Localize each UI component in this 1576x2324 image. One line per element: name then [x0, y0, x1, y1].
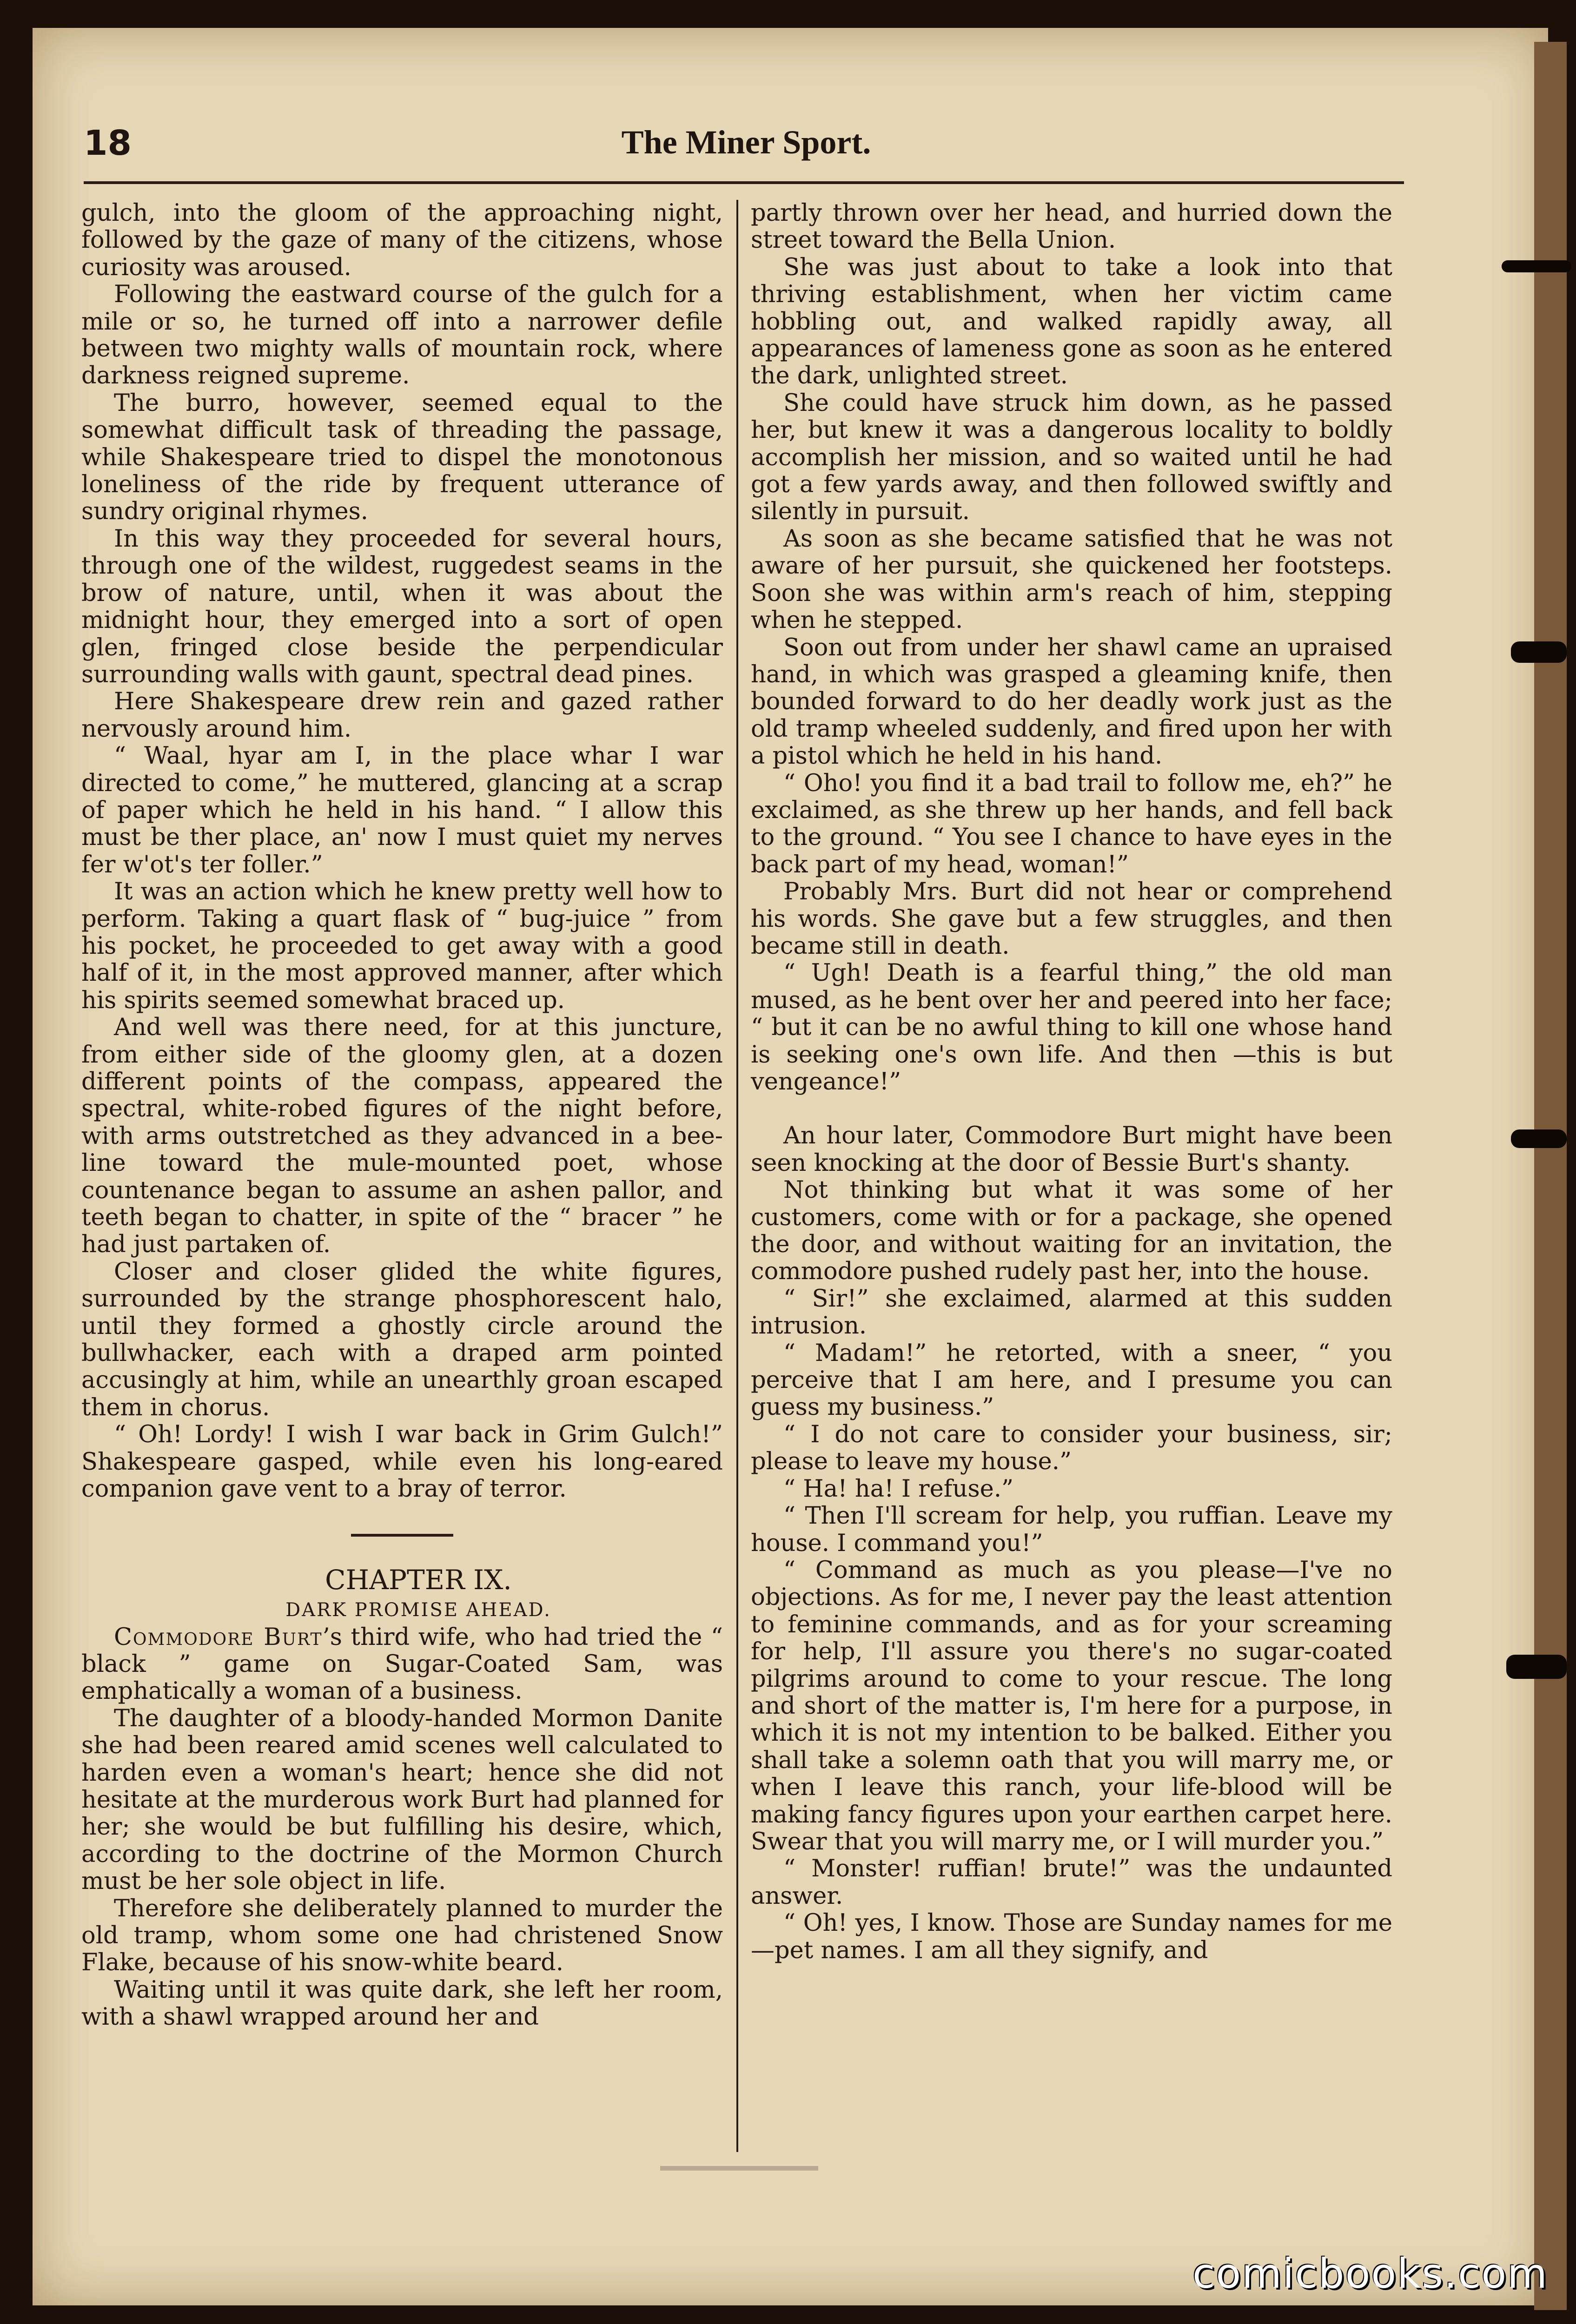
paragraph: “ Command as much as you please—I've no objections. As for me, I never pay the least attention to feminine commands, and as for your screaming for help, I'll assure you there's no sugar-coated pilgrims around to come to your rescue. The long and short of the matter is, I'm here for a purpose, in which it is not my intention to be balked. Either you shall take a solemn oath that you will marry me, or when I leave this ranch, your life-blood will be making fancy figures upon your earthen carpet here. Swear that you will marry me, or I will murder you.” [751, 1556, 1392, 1855]
page-number: 18 [84, 123, 132, 163]
lead-smallcaps: Commodore Burt [114, 1623, 323, 1651]
paragraph: “ I do not care to consider your business, sir; please to leave my house.” [751, 1420, 1392, 1476]
column-divider [736, 200, 738, 2152]
running-header [84, 119, 1409, 170]
lead-text: ’s third wife, who had tried the “ black ” game on Sugar-Coated Sam, was emphatically a woman of a business. [81, 1623, 723, 1705]
paragraph: She could have struck him down, as he passed her, but knew it was a dangerous locality to boldly accomplish her mission, and so waited until he had got a few yards away, and then followed swiftly and silently in pursuit. [751, 389, 1392, 526]
right-column [751, 200, 1392, 1964]
paragraph: Here Shakespeare drew rein and gazed rather nervously around him. [81, 688, 723, 743]
paragraph: Not thinking but what it was some of her customers, come with or for a package, she opened the door, and without waiting for an invitation, the commodore pushed rudely past her, into the house. [751, 1176, 1392, 1286]
paragraph: “ Waal, hyar am I, in the place whar I war directed to come,” he muttered, glancing at a scrap of paper which he held in his hand. “ I allow this must be ther place, an' now I must quiet my nerves fer w'ot's ter foller.” [81, 742, 723, 878]
page-tear [1511, 1129, 1567, 1148]
bottom-smudge [660, 2166, 818, 2171]
paragraph: “ Monster! ruffian! brute!” was the undaunted answer. [751, 1855, 1392, 1910]
paragraph: And well was there need, for at this juncture, from either side of the gloomy glen, at a dozen different points of the compass, appeared the spectral, white-robed figures of the night before, with arms outstretched as they advanced in a bee-line toward the mule-mounted poet, whose countenance began to assume an ashen pallor, and teeth began to chatter, in spite of the “ bracer ” he had just partaken of. [81, 1014, 723, 1259]
paragraph: “ Oh! Lordy! I wish I war back in Grim Gulch!” Shakespeare gasped, while even his long-eared companion gave vent to a bray of terror. [81, 1421, 723, 1503]
page-tear [1502, 260, 1571, 272]
paragraph: Waiting until it was quite dark, she left her room, with a shawl wrapped around her and [81, 1976, 723, 2031]
paragraph: As soon as she became satisfied that he was not aware of her pursuit, she quickened her footsteps. Soon she was within arm's reach of him, stepping when he stepped. [751, 525, 1392, 634]
watermark: comicbooks.com [1192, 2250, 1548, 2298]
paragraph: partly thrown over her head, and hurried down the street toward the Bella Union. [751, 199, 1392, 254]
paragraph: An hour later, Commodore Burt might have been seen knocking at the door of Bessie Burt's shanty. [751, 1122, 1392, 1177]
paragraph: “ Then I'll scream for help, you ruffian. Leave my house. I command you!” [751, 1502, 1392, 1557]
left-column [81, 200, 723, 2031]
paragraph: The burro, however, seemed equal to the somewhat difficult task of threading the passage, while Shakespeare tried to dispel the monotonous loneliness of the ride by frequent utterance of sundry original rhymes. [81, 389, 723, 526]
paragraph: Closer and closer glided the white figures, surrounded by the strange phosphorescent halo, until they formed a ghostly circle around the bullwhacker, each with a draped arm pointed accusingly at him, while an unearthly groan escaped them in chorus. [81, 1258, 723, 1421]
section-rule [351, 1534, 453, 1537]
paragraph: “ Madam!” he retorted, with a sneer, “ you perceive that I am here, and I presume you can guess my business.” [751, 1339, 1392, 1421]
header-rule [84, 181, 1404, 184]
chapter-lead-paragraph [81, 1624, 723, 1705]
paragraph: “ Sir!” she exclaimed, alarmed at this sudden intrusion. [751, 1285, 1392, 1340]
paragraph: Following the eastward course of the gulch for a mile or so, he turned off into a narrower defile between two mighty walls of mountain rock, where darkness reigned supreme. [81, 281, 723, 390]
paragraph: She was just about to take a look into that thriving establishment, when her victim came hobbling out, and walked rapidly away, all appearances of lameness gone as soon as he entered the dark, unlighted street. [751, 253, 1392, 390]
next-page-edge [1534, 42, 1567, 2310]
paragraph: Soon out from under her shawl came an upraised hand, in which was grasped a gleaming knife, then bounded forward to do her deadly work just as the old tramp wheeled suddenly, and fired upon her with a pistol which he held in his hand. [751, 634, 1392, 770]
paragraph: In this way they proceeded for several hours, through one of the wildest, ruggedest seams in the brow of nature, until, when it was about the midnight hour, they emerged into a sort of open glen, fringed close beside the perpendicular surrounding walls with gaunt, spectral dead pines. [81, 525, 723, 688]
publication-title: The Miner Sport. [621, 124, 871, 161]
paragraph: “ Ha! ha! I refuse.” [783, 1475, 1014, 1503]
chapter-subtitle: DARK PROMISE AHEAD. [285, 1599, 551, 1621]
paragraph: The daughter of a bloody-handed Mormon Danite she had been reared amid scenes well calculated to harden even a woman's heart; hence she did not hesitate at the murderous work Burt had planned for her; she would be but fulfilling his desire, which, according to the doctrine of the Mormon Church must be her sole object in life. [81, 1704, 723, 1895]
page-tear [1506, 1655, 1567, 1679]
paragraph: “ Ugh! Death is a fearful thing,” the old man mused, as he bent over her and peered into her face; “ but it can be no awful thing to kill one whose hand is seeking one's own life. And then —this is but vengeance!” [751, 959, 1392, 1096]
paragraph: “ Oh! yes, I know. Those are Sunday names for me—pet names. I am all they signify, and [751, 1909, 1392, 1964]
paragraph: It was an action which he knew pretty well how to perform. Taking a quart flask of “ bug-juice ” from his pocket, he proceeded to get away with a good half of it, in the most approved manner, after which his spirits seemed somewhat braced up. [81, 878, 723, 1014]
paragraph: gulch, into the gloom of the approaching night, followed by the gaze of many of the citizens, whose curiosity was aroused. [81, 199, 723, 281]
paragraph: “ Oho! you find it a bad trail to follow me, eh?” he exclaimed, as she threw up her hands, and fell back to the ground. “ You see I chance to have eyes in the back part of my head, woman!” [751, 769, 1392, 878]
chapter-title: CHAPTER IX. [325, 1564, 512, 1596]
paragraph: Probably Mrs. Burt did not hear or comprehend his words. She gave but a few struggles, and then became still in death. [751, 878, 1392, 960]
paragraph: Therefore she deliberately planned to murder the old tramp, whom some one had christened Snow Flake, because of his snow-white beard. [81, 1895, 723, 1977]
page-tear [1511, 641, 1567, 663]
section-break [751, 1096, 1392, 1122]
